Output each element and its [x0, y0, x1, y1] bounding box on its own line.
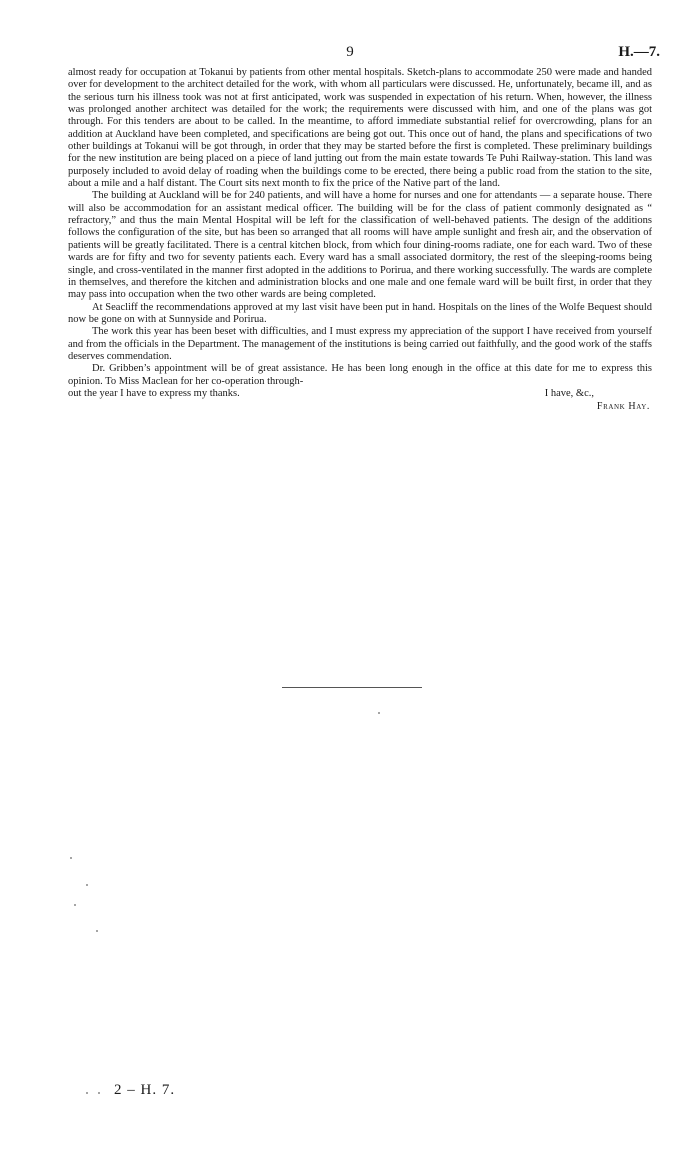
- paragraph-gribben-end: out the year I have to express my thanks.: [68, 387, 240, 399]
- scan-speck: [86, 1092, 88, 1094]
- paragraph-auckland-building: The building at Auckland will be for 240 patients, and will have a home for nurses and one for attendants — a separate house. There will also be accommodation for an assistant medical officer. The building will be for the class of patient commonly designated as “ refractory,” and thus the main Mental Hospital will be left for the classification of well-behaved patients. The design of the additions follows the configuration of the site, but has been so arranged that all rooms will have ample sunlight and fresh air, and the observation of patients will be greatly facilitated. There is a central kitchen block, from which four dining-rooms radiate, one for each ward. Two of these wards are for fifty and two for seventy patients each. Every ward has a small associated dormitory, the rest of the sleeping-rooms being single, and cross-ventilated in the manner first adopted in the additions to Porirua, and there working successfully. The wards are complete in themselves, and therefore the kitchen and administration blocks and one male and one female ward will be built first, in order that they may pass into occupation when the two other wards are being completed.: [68, 190, 652, 301]
- sheet-signature-mark: 2 – H. 7.: [114, 1082, 176, 1098]
- paragraph-appreciation: The work this year has been beset with difficulties, and I must express my appreciation of the support I have received from yourself and from the officials in the Department. The management of the institutions is being carried out faithfully, and the good work of the staffs deserves commendation.: [68, 326, 652, 362]
- document-reference: H.—7.: [618, 44, 660, 60]
- paragraph-tokanui: almost ready for occupation at Tokanui by patients from other mental hospitals. Sketch-plans to accommodate 250 were made and handed over for development to the architect detailed for the work, with whom all particulars were discussed. He, unfortunately, became ill, and as the serious turn his illness took was not at first anticipated, work was suspended in expectation of his return. When, however, the illness was prolonged another architect was detailed for the work; the requirements were discussed with him, and one of the plans was got through. For this tenders are about to be called. In the meantime, to afford immediate substantial relief for overcrowding, plans for an addition at Auckland have been completed, and specifications are being got out. This once out of hand, the plans and specifications of two other buildings at Tokanui will be got through, in order that they may be started before the first is completed. These preliminary buildings for the new institution are being placed on a piece of land jutting out from the main estate towards Te Puhi Railway-station. This land was purposely included to avoid delay of roading when the buildings come to be erected, there being a public road from the station to the site, about a mile and a half distant. The Court sits next month to fix the price of the Native part of the land.: [68, 67, 652, 190]
- scan-speck: [74, 904, 76, 906]
- paragraph-gribben: Dr. Gribben’s appointment will be of great assistance. He has been long enough in the office at this date for me to express this opinion. To Miss Maclean for her co-operation through-: [68, 363, 652, 387]
- scan-speck: [86, 884, 88, 886]
- signature: Frank Hay.: [596, 401, 650, 413]
- scan-speck: [70, 857, 72, 859]
- report-body: [68, 67, 652, 414]
- scan-speck: [96, 930, 98, 932]
- scan-speck: [98, 1092, 100, 1094]
- page-number: 9: [346, 44, 354, 60]
- closing-formula: I have, &c.,: [544, 387, 594, 399]
- section-divider: [282, 687, 422, 688]
- closing-row: [68, 388, 652, 400]
- paragraph-seacliff: At Seacliff the recommendations approved at my last visit have been put in hand. Hospitals on the lines of the Wolfe Bequest should now be gone on with at Sunnyside and Porirua.: [68, 301, 652, 325]
- scan-speck: [378, 712, 380, 714]
